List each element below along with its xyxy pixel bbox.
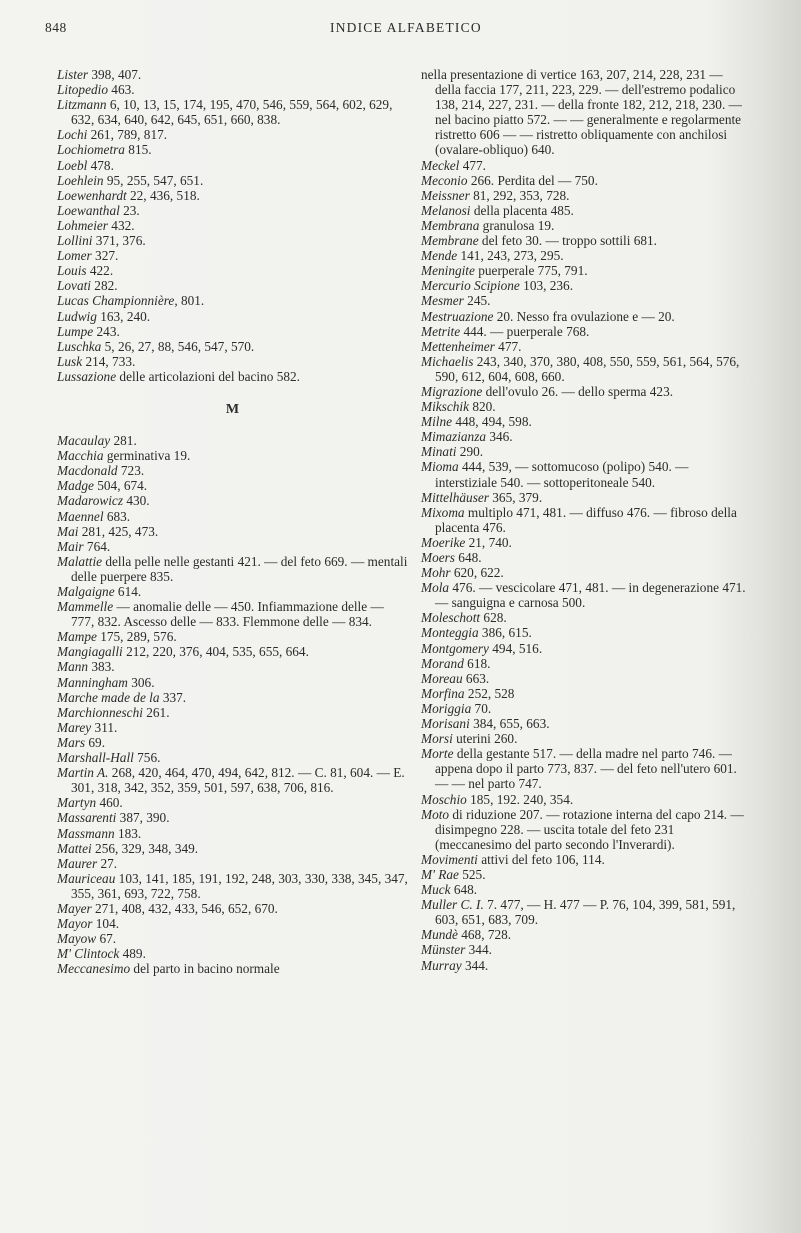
entry-text: , 801. — [174, 293, 205, 309]
entry-text: 311. — [91, 719, 118, 735]
entry-name: Lochi — [57, 127, 88, 143]
index-entry — [57, 354, 409, 369]
entry-name: Loehlein — [57, 172, 104, 188]
index-entry — [421, 233, 751, 248]
index-entry — [57, 810, 409, 825]
index-entry — [57, 324, 409, 339]
index-entry — [57, 826, 409, 841]
entry-text: 103, 141, 185, 191, 192, 248, 303, 330, 338, 345, 347, 355, 361, 693, 722, 758. — [71, 870, 408, 901]
index-entry — [57, 599, 409, 629]
entry-text: 448, 494, 598. — [452, 414, 532, 430]
entry-name: Madarowicz — [57, 493, 123, 509]
entry-text: puerperale 775, 791. — [474, 263, 588, 279]
entry-name: Morand — [421, 655, 464, 671]
entry-text: 468, 728. — [457, 927, 512, 943]
entry-text: 243, 340, 370, 380, 408, 550, 559, 561, 564, 576, 590, 612, 604, 608, 660. — [435, 353, 740, 384]
entry-name: Meissner — [421, 187, 470, 203]
entry-name: Membrana — [421, 217, 480, 233]
entry-text: 432. — [107, 217, 135, 233]
index-column-right — [421, 67, 751, 973]
index-entry — [421, 309, 751, 324]
index-entry — [57, 795, 409, 810]
index-entry — [57, 173, 409, 188]
index-entry — [421, 610, 751, 625]
index-entry — [421, 671, 751, 686]
index-entry — [421, 625, 751, 640]
index-entry — [421, 641, 751, 656]
index-entry — [57, 720, 409, 735]
index-entry — [421, 263, 751, 278]
entry-text: 327. — [91, 248, 119, 264]
entry-name: Mann — [57, 659, 89, 675]
entry-name: Mai — [57, 523, 79, 539]
entry-text: 820. — [469, 399, 496, 415]
entry-name: Lusk — [57, 353, 83, 369]
entry-name: Monteggia — [421, 625, 479, 641]
entry-text: 23. — [119, 202, 140, 218]
index-entry — [421, 565, 751, 580]
index-entry — [57, 690, 409, 705]
index-entry — [421, 173, 751, 188]
entry-name: Moers — [421, 550, 455, 565]
entry-name: Maennel — [57, 508, 104, 524]
entry-name: Mair — [57, 538, 84, 554]
entry-name: Montgomery — [421, 640, 489, 656]
entry-name: Mauriceau — [57, 870, 116, 886]
entry-text: 27. — [97, 855, 118, 871]
index-entry — [57, 463, 409, 478]
entry-text: 504, 674. — [93, 478, 148, 494]
entry-text: 103, 236. — [519, 278, 574, 294]
entry-name: Lollini — [57, 233, 93, 249]
index-entry — [57, 478, 409, 493]
entry-name: Malgaigne — [57, 584, 115, 599]
entry-name: Murray — [421, 957, 462, 973]
entry-name: Minati — [421, 444, 457, 460]
entry-text: 214, 733. — [82, 353, 136, 369]
index-entry — [421, 746, 751, 791]
entry-text: 628. — [480, 610, 507, 626]
entry-text: 723. — [117, 463, 145, 479]
entry-text: 268, 420, 464, 470, 494, 642, 812. — C. 81, 604. — E. 301, 318, 342, 352, 359, 501, 597, 638, 706, 816. — [71, 765, 405, 796]
index-entry — [57, 309, 409, 324]
entry-text: 306. — [127, 674, 155, 690]
index-entry — [421, 852, 751, 867]
entry-name: Meningite — [421, 263, 475, 279]
entry-text: 95, 255, 547, 651. — [103, 172, 204, 188]
index-entry — [421, 897, 751, 927]
index-entry — [57, 841, 409, 856]
entry-text: 20. Nesso fra ovulazione e — 20. — [493, 308, 675, 324]
entry-text: 371, 376. — [92, 233, 146, 249]
index-entry — [421, 203, 751, 218]
index-entry — [421, 580, 751, 610]
entry-text: 212, 220, 376, 404, 535, 655, 664. — [122, 644, 309, 660]
entry-text: 815. — [124, 142, 152, 158]
entry-name: Migrazione — [421, 383, 483, 399]
entry-name: Melanosi — [421, 202, 471, 218]
entry-text: 365, 379. — [488, 489, 543, 505]
entry-text: 756. — [133, 750, 161, 766]
entry-name: Ludwig — [57, 308, 97, 324]
entry-name: Meconio — [421, 172, 468, 188]
entry-name: Mettenheimer — [421, 338, 495, 354]
entry-text: 141, 243, 273, 295. — [457, 248, 564, 264]
index-entry — [421, 505, 751, 535]
entry-text: 163, 240. — [96, 308, 151, 324]
index-entry — [57, 218, 409, 233]
entry-name: Mende — [421, 248, 458, 264]
entry-text: 384, 655, 663. — [469, 716, 550, 732]
entry-name: Mayor — [57, 916, 93, 932]
entry-name: Mikschik — [421, 399, 469, 415]
entry-name: Meckel — [421, 157, 460, 173]
entry-text: granulosa 19. — [479, 217, 555, 233]
entry-text: germinativa 19. — [103, 448, 191, 464]
entry-text: 648. — [454, 550, 482, 565]
index-entry — [57, 961, 409, 976]
entry-name: Michaelis — [421, 353, 474, 369]
entry-name: Mattei — [57, 840, 92, 856]
page-header — [45, 20, 745, 42]
index-entry — [57, 233, 409, 248]
entry-name: Mundè — [421, 927, 458, 943]
index-entry — [421, 188, 751, 203]
index-entry — [421, 656, 751, 671]
index-entry — [421, 550, 751, 565]
index-entry — [421, 324, 751, 339]
entry-text: della placenta 485. — [470, 202, 574, 218]
entry-text: 344. — [465, 942, 492, 958]
entry-text: 281. — [110, 433, 137, 449]
index-entry — [57, 142, 409, 157]
entry-name: Morsi — [421, 731, 453, 747]
index-entry — [57, 448, 409, 463]
entry-text: 243. — [93, 323, 120, 339]
entry-text: 398, 407. — [88, 67, 142, 82]
entry-text: 764. — [83, 538, 111, 554]
index-entry — [57, 871, 409, 901]
index-entry — [57, 158, 409, 173]
index-entry — [57, 188, 409, 203]
index-entry — [421, 399, 751, 414]
index-entry — [57, 127, 409, 142]
entry-text: 494, 516. — [488, 640, 543, 656]
index-entry — [57, 293, 409, 308]
entry-name: Martin A. — [57, 765, 109, 781]
index-entry — [57, 82, 409, 97]
entry-name: Luschka — [57, 338, 102, 354]
index-entry — [421, 792, 751, 807]
index-entry — [57, 339, 409, 354]
entry-text: 387, 390. — [116, 810, 170, 826]
entry-text: 346. — [486, 429, 513, 445]
entry-name: Meccanesimo — [57, 961, 131, 977]
entry-name: Mioma — [421, 459, 459, 475]
index-entry — [57, 675, 409, 690]
entry-text: 525. — [458, 866, 486, 882]
entry-name: M' Clintock — [57, 946, 120, 962]
index-entry — [57, 369, 409, 384]
entry-text: 337. — [159, 689, 187, 705]
page-number: 848 — [45, 20, 67, 35]
index-entry — [57, 524, 409, 539]
index-entry — [57, 644, 409, 659]
entry-text: multiplo 471, 481. — diffuso 476. — fibroso della placenta 476. — [435, 504, 737, 535]
entry-name: Mayow — [57, 931, 97, 947]
entry-name: Martyn — [57, 795, 97, 811]
entry-name: Muck — [421, 882, 451, 898]
index-entry — [421, 701, 751, 716]
entry-text: 21, 740. — [465, 534, 512, 550]
entry-name: Mars — [57, 734, 86, 750]
index-entry — [57, 97, 409, 127]
section-heading: M — [225, 401, 241, 417]
entry-text: del feto 30. — troppo sottili 681. — [478, 233, 657, 249]
entry-name: Lucas Championnière — [57, 293, 175, 309]
index-entry — [421, 867, 751, 882]
entry-name: Lumpe — [57, 323, 94, 339]
entry-text: 444, 539, — sottomucoso (polipo) 540. — interstiziale 540. — sottoperitoneale 540. — [435, 459, 689, 490]
index-entry — [421, 807, 751, 852]
entry-text: 463. — [107, 82, 135, 98]
index-entry — [57, 946, 409, 961]
entry-name: Mohr — [421, 565, 451, 581]
entry-name: Muller C. I. — [421, 897, 484, 913]
entry-text: 6, 10, 13, 15, 174, 195, 470, 546, 559, 564, 602, 629, 632, 634, 640, 642, 645, 651, 660, 838. — [71, 97, 393, 128]
entry-text: 175, 289, 576. — [96, 629, 177, 645]
entry-name: Mayer — [57, 900, 92, 916]
index-entry — [57, 705, 409, 720]
index-entry — [421, 942, 751, 957]
entry-text: 383. — [88, 659, 115, 675]
entry-text: 185, 192. 240, 354. — [466, 791, 574, 807]
entry-text: 245. — [463, 293, 491, 309]
index-entry — [57, 931, 409, 946]
entry-text: 7. 477, — H. 477 — P. 76, 104, 399, 581, 591, 603, 651, 683, 709. — [435, 897, 736, 928]
entry-text: 648. — [450, 882, 478, 898]
entry-name: Morfina — [421, 685, 465, 701]
entry-name: Litzmann — [57, 97, 107, 113]
index-entry — [421, 490, 751, 505]
entry-text: 476. — vescicolare 471, 481. — in degenerazione 471. — sanguigna e carnosa 500. — [435, 580, 746, 611]
index-entry — [421, 429, 751, 444]
entry-name: Metrite — [421, 323, 461, 339]
entry-name: Moriggia — [421, 700, 472, 716]
entry-text: 478. — [87, 157, 114, 173]
index-entry — [421, 278, 751, 293]
entry-text: 256, 329, 348, 349. — [91, 840, 199, 856]
entry-name: Lovati — [57, 278, 91, 294]
entry-text: 67. — [96, 931, 117, 947]
index-entry — [421, 716, 751, 731]
entry-name: Madge — [57, 478, 94, 494]
index-entry — [57, 278, 409, 293]
index-entry — [57, 67, 409, 82]
entry-text: delle articolazioni del bacino 582. — [116, 368, 300, 384]
index-entry — [57, 203, 409, 218]
entry-text: — anomalie delle — 450. Infiammazione delle — 777, 832. Ascesso delle — 833. Flemmone delle — 834. — [71, 599, 384, 630]
index-entry — [421, 384, 751, 399]
entry-name: Macchia — [57, 448, 104, 464]
entry-text: 477. — [494, 338, 522, 354]
entry-text: 618. — [463, 655, 491, 671]
index-entry — [421, 686, 751, 701]
index-entry — [57, 584, 409, 599]
entry-text: 663. — [462, 670, 490, 686]
index-entry — [57, 629, 409, 644]
entry-name: Moreau — [421, 670, 463, 686]
entry-name: Marche made de la — [57, 689, 160, 705]
entry-text: 477. — [459, 157, 486, 173]
index-entry — [421, 354, 751, 384]
entry-name: Lomer — [57, 248, 92, 264]
index-entry — [421, 444, 751, 459]
entry-name: Lister — [57, 67, 89, 82]
entry-name: Moleschott — [421, 610, 481, 626]
entry-name: Macdonald — [57, 463, 118, 479]
entry-text: della gestante 517. — della madre nel parto 746. — appena dopo il parto 773, 837. — del feto nell'utero 601. — — nel parto 747. — [435, 746, 737, 792]
index-entry — [421, 218, 751, 233]
index-entry — [421, 158, 751, 173]
entry-name: Lohmeier — [57, 217, 108, 233]
entry-name: Malattie — [57, 553, 103, 569]
entry-name: Loewenhardt — [57, 187, 127, 203]
index-entry — [57, 248, 409, 263]
entry-text: 104. — [92, 916, 120, 932]
entry-name: Marchionneschi — [57, 704, 143, 720]
entry-text: della pelle nelle gestanti 421. — del feto 669. — mentali delle puerpere 835. — [71, 553, 408, 584]
entry-name: Membrane — [421, 233, 479, 249]
entry-text: 444. — puerperale 768. — [460, 323, 590, 339]
entry-text: 386, 615. — [478, 625, 532, 641]
entry-name: Litopedio — [57, 82, 108, 98]
entry-text: 282. — [90, 278, 118, 294]
entry-name: Mixoma — [421, 504, 465, 520]
entry-name: Mammelle — [57, 599, 114, 615]
index-entry — [57, 554, 409, 584]
entry-text: 422. — [86, 263, 114, 279]
entry-text: 271, 408, 432, 433, 546, 652, 670. — [91, 900, 278, 916]
entry-name: Lussazione — [57, 368, 117, 384]
entry-name: Macaulay — [57, 433, 111, 449]
entry-name: Mola — [421, 580, 450, 596]
entry-name: Marey — [57, 719, 92, 735]
entry-name: M' Rae — [421, 866, 459, 882]
index-entry — [57, 493, 409, 508]
entry-name: Moerike — [421, 534, 466, 550]
index-entry — [57, 750, 409, 765]
entry-text: 430. — [123, 493, 150, 509]
index-entry — [421, 958, 751, 973]
entry-name: Mittelhäuser — [421, 489, 489, 505]
index-entry — [57, 916, 409, 931]
entry-text: 70. — [471, 700, 492, 716]
entry-text: 281, 425, 473. — [78, 523, 159, 539]
entry-name: Loewanthal — [57, 202, 120, 218]
index-entry — [421, 731, 751, 746]
entry-name: Morte — [421, 746, 454, 762]
entry-text: di riduzione 207. — rotazione interna del capo 214. — disimpegno 228. — uscita totale del feto 231 (meccanesimo del parto secondo l'Inverardi). — [435, 806, 744, 852]
index-entry — [57, 263, 409, 278]
entry-name: Mestruazione — [421, 308, 494, 324]
entry-text: 183. — [114, 825, 142, 841]
entry-name: Mangiagalli — [57, 644, 123, 660]
entry-name: Maurer — [57, 855, 98, 871]
entry-text: 81, 292, 353, 728. — [469, 187, 570, 203]
entry-name: Movimenti — [421, 851, 478, 867]
index-entry — [57, 735, 409, 750]
entry-text: del parto in bacino normale — [130, 961, 280, 977]
entry-text: uterini 260. — [452, 731, 518, 747]
index-entry — [57, 765, 409, 795]
entry-name: Mesmer — [421, 293, 464, 309]
entry-name: Marshall-Hall — [57, 750, 134, 766]
entry-text: attivi del feto 106, 114. — [477, 851, 605, 867]
entry-name: Milne — [421, 414, 453, 430]
entry-text: 69. — [85, 734, 106, 750]
index-entry — [57, 901, 409, 916]
index-entry — [57, 539, 409, 554]
entry-text: 22, 436, 518. — [126, 187, 200, 203]
index-column-left — [57, 67, 409, 976]
page-title: INDICE ALFABETICO — [330, 20, 482, 35]
index-entry — [421, 414, 751, 429]
index-entry — [421, 459, 751, 489]
entry-name: Massmann — [57, 825, 115, 841]
entry-name: Lochiometra — [57, 142, 125, 158]
index-entry — [421, 339, 751, 354]
index-entry — [57, 509, 409, 524]
index-entry — [421, 535, 751, 550]
entry-text: 252, 528 — [464, 685, 515, 701]
entry-text: 266. Perdita del — 750. — [467, 172, 598, 188]
entry-name: Morisani — [421, 716, 470, 732]
entry-name: Moto — [421, 806, 450, 822]
entry-text: 620, 622. — [450, 565, 504, 581]
entry-name: Mercurio Scipione — [421, 278, 520, 294]
entry-text: 460. — [96, 795, 123, 811]
index-entry — [421, 248, 751, 263]
entry-text: 614. — [114, 584, 142, 599]
entry-text: 5, 26, 27, 88, 546, 547, 570. — [101, 338, 255, 354]
entry-text: 290. — [456, 444, 484, 460]
entry-name: Manningham — [57, 674, 128, 690]
index-entry — [57, 659, 409, 674]
index-entry — [57, 433, 409, 448]
entry-name: Mimazianza — [421, 429, 487, 445]
entry-name: Münster — [421, 942, 466, 958]
index-entry — [421, 927, 751, 942]
entry-name: Massarenti — [57, 810, 117, 826]
entry-text: 344. — [461, 957, 489, 973]
index-entry — [57, 856, 409, 871]
entry-text: 261. — [142, 704, 170, 720]
entry-name: Mampe — [57, 629, 97, 645]
index-entry — [421, 882, 751, 897]
entry-text: nella presentazione di vertice 163, 207, 214, 228, 231 — della faccia 177, 211, 223, 229. — dell'estremo podalico 138, 214, 227, 231. — della fronte 182, 212, 218, 230. — nel bacino piatto 572. — — generalmente e regolarmente ristretto 606 — — ristretto obliquamente con anchilosi (ovalare-obliquo) 640. — [421, 67, 742, 158]
entry-name: Loebl — [57, 157, 88, 173]
index-entry — [421, 293, 751, 308]
entry-text: 489. — [119, 946, 146, 962]
entry-name: Moschio — [421, 791, 467, 807]
entry-text: 261, 789, 817. — [87, 127, 168, 143]
entry-text: dell'ovulo 26. — dello sperma 423. — [482, 383, 674, 399]
entry-name: Louis — [57, 263, 87, 279]
index-entry — [421, 67, 751, 158]
entry-text: 683. — [103, 508, 131, 524]
